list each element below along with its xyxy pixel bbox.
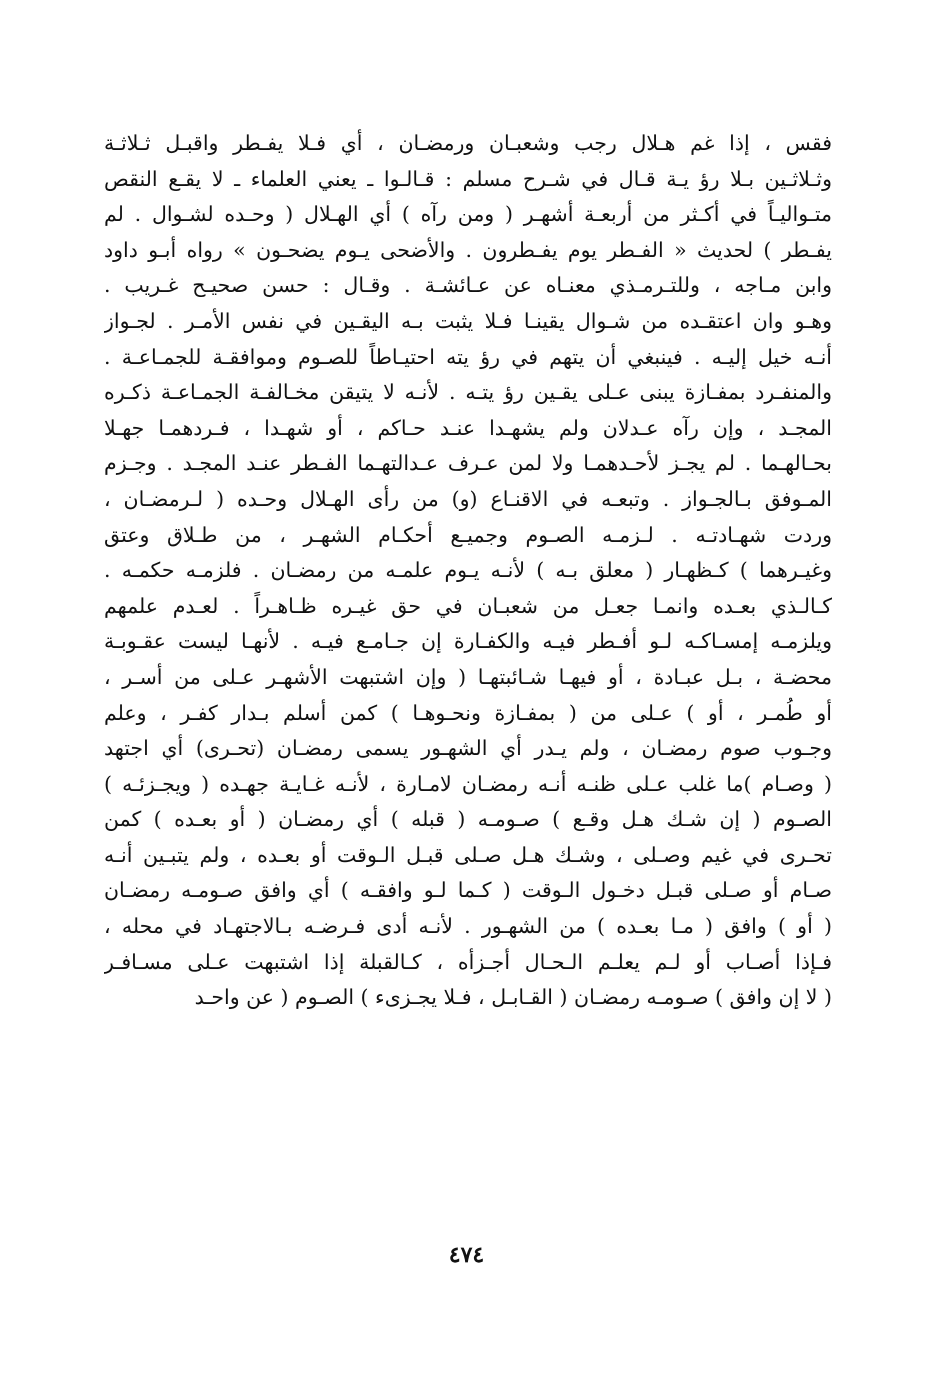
text-line-4: يفـطر ) لحديث « الفـطر يوم يفـطرون . والأضحى يـوم يضحـون » رواه أبـو داود — [104, 237, 832, 262]
text-line-22: صـام أو صـلى قبـل دخـول الـوقت ( كـما لـو وافقـه ) أي وافق صـومـه رمضـان — [104, 878, 832, 903]
text-line-7: أنـه خيل إليـه . فينبغي أن يتهم في رؤ يته احتيـاطاً للصـوم وموافقـة للجمـاعـة . — [104, 344, 832, 369]
text-line-13: وغيـرهما ) كـظهـار ( معلق بـه ) لأنـه يـوم علمـه من رمضـان . فلزمـه حكمـه . — [104, 558, 832, 583]
text-line-15: ويلزمـه إمسـاكـه لـو أفـطر فيـه والكفـارة إن جـامـع فيـه . لأنهـا ليست عقـوبـة — [104, 629, 832, 654]
page-number: ٤٧٤ — [448, 1242, 485, 1268]
text-line-25: ( لا إن وافق ) صـومـه رمضـان ( القـابـل ، فـلا يجـزىء ) الصـوم ( عن واحـد — [194, 985, 832, 1010]
text-line-3: متـواليـاً في أكـثر من أربعـة أشهـر ( ومن رآه ) أي الهـلال ( وحـده لشـوال . لم — [104, 202, 832, 227]
text-line-21: تحـرى في غيم وصـلى ، وشـك هـل صـلى قبـل الـوقت أو بعـده ، ولم يتبـين أنـه — [104, 842, 832, 867]
text-line-17: أو طُمـر ، أو ) عـلى من ( بمفـازة ونحـوهـا ) كمن أسلم بـدار كفـر ، وعلم — [104, 700, 832, 725]
text-line-9: المجـد ، وإن رآه عـدلان ولم يشهـدا عنـد حـاكم ، أو شهـدا ، فـردهمـا جهـلا — [104, 415, 832, 440]
text-line-10: بحـالهـما . لم يجـز لأحـدهمـا ولا لمن عـرف عـدالتهـما الفـطر عنـد المجـد . وجـزم — [104, 451, 832, 476]
text-line-12: وردت شهـادتـه . لـزمـه الصـوم وجميـع أحكـام الشهـر ، من طـلاق وعتق — [104, 522, 832, 547]
text-line-14: كـالـذي بعـده وانمـا جعـل من شعبـان في حق غيـره ظـاهـراً . لعـدم علمهم — [104, 593, 832, 618]
text-line-1: فقس ، إذا غم هـلال رجب وشعبـان ورمضـان ، أي فـلا يفـطر واقبـل ثـلاثـة — [104, 131, 832, 155]
text-line-11: المـوفق بـالجـواز . وتبعـه في الاقنـاع (و) من رأى الهـلال وحـده ( لـرمضـان ، — [104, 486, 832, 511]
text-line-16: محضـة ، بـل عبـادة ، أو فيهـا شـائبتهـا ( وإن اشتبهت الأشهـر عـلى من أسـر ، — [104, 664, 832, 689]
text-line-23: ( أو ) وافق ( مـا بعـده ) من الشهـور . لأنـه أدى فـرضـه بـالاجتهـاد في محله ، — [104, 914, 832, 939]
text-line-24: فـإذا أصـاب أو لـم يعلـم الـحـال أجـزأه ، كـالقبلة إذا اشتبهت عـلى مسـافـر — [104, 949, 832, 974]
text-line-19: ( وصـام )ما غلب عـلى ظنـه أنـه رمضـان لامـارة ، لأنـه غـايـة جهـده ( ويجـزئـه ) — [104, 771, 832, 796]
text-line-2: وثـلاثـين بـلا رؤ يـة قـال في شـرح مسلم : قـالـوا ـ يعني العلماء ـ لا يقـع النقص — [104, 166, 832, 191]
text-line-6: وهـو وان اعتقـده من شـوال يقينـا فـلا يثبت بـه اليقـين في نفس الأمـر . لجـواز — [104, 308, 832, 333]
text-line-18: وجـوب صوم رمضـان ، ولم يـدر أي الشهـور يسمى رمضـان (تحـرى) أي اجتهد — [104, 736, 832, 761]
text-line-8: والمنفـرد بمفـازة يبنى عـلى يقـين رؤ يتـه . لأنـه لا يتيقن مخـالفـة الجمـاعـة ذكـره — [104, 380, 832, 405]
text-line-5: وابن مـاجه ، وللتـرمـذي معنـاه عن عـائشـة . وقـال : حسن صحيـح غـريب . — [104, 273, 832, 298]
text-line-20: الصـوم ( إن شـك هـل وقـع ) صـومـه ( قبله ) أي رمضـان ( أو بعـده ) كمن — [104, 807, 832, 832]
page-body-text — [104, 126, 832, 1016]
